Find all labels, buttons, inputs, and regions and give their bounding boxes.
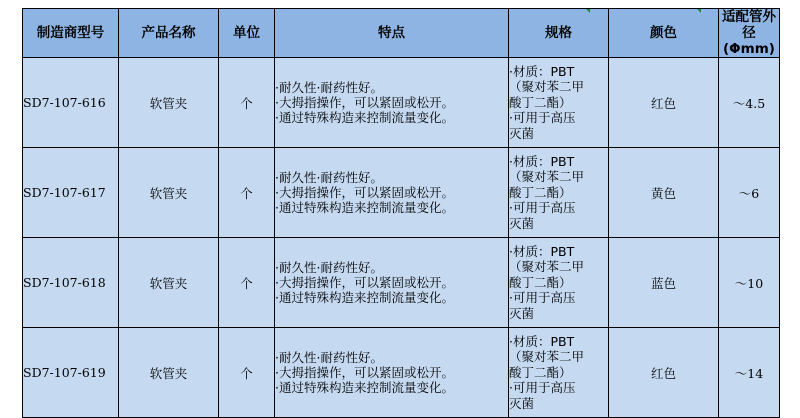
feature-line: ·耐久性·耐药性好。 (275, 80, 383, 95)
feature-line: ·大拇指操作，可以紧固或松开。 (275, 185, 454, 200)
feature-line: ·通过特殊构造来控制流量变化。 (275, 110, 454, 125)
header-spec: 规格 (509, 9, 609, 58)
header-features: 特点 (275, 9, 509, 58)
cell-code[interactable]: SD7-107-619 (23, 328, 119, 418)
spec-line: ·材质：PBT (509, 333, 575, 349)
cell-features[interactable] (275, 148, 509, 238)
cell-name[interactable]: 软管夹 (119, 58, 219, 148)
spec-line: （聚对苯二甲 (509, 79, 585, 95)
comment-marker-icon (586, 9, 590, 13)
spec-line: 灭菌 (509, 215, 535, 231)
table-row (23, 328, 780, 418)
spec-line: ·可用于高压 (509, 380, 576, 396)
spec-line: （聚对苯二甲 (509, 169, 585, 185)
spec-line: 灭菌 (509, 125, 535, 141)
cell-spec[interactable] (509, 58, 609, 148)
feature-line: ·大拇指操作，可以紧固或松开。 (275, 95, 454, 110)
spec-line: 酸丁二酯） (509, 364, 572, 380)
table-row (23, 58, 780, 148)
cell-spec[interactable] (509, 148, 609, 238)
cell-name[interactable]: 软管夹 (119, 238, 219, 328)
header-name: 产品名称 (119, 9, 219, 58)
feature-line: ·通过特殊构造来控制流量变化。 (275, 200, 454, 215)
header-unit: 单位 (219, 9, 275, 58)
cell-spec[interactable] (509, 328, 609, 418)
spec-line: 酸丁二酯） (509, 94, 572, 110)
spec-line: ·可用于高压 (509, 110, 576, 126)
feature-line: ·大拇指操作，可以紧固或松开。 (275, 275, 454, 290)
cell-fit[interactable]: ～10 (719, 238, 780, 328)
spec-line: ·材质：PBT (509, 243, 575, 259)
feature-line: ·通过特殊构造来控制流量变化。 (275, 290, 454, 305)
product-spec-table (22, 8, 780, 418)
feature-line: ·耐久性·耐药性好。 (275, 260, 383, 275)
feature-line: ·耐久性·耐药性好。 (275, 170, 383, 185)
cell-color[interactable]: 蓝色 (609, 238, 719, 328)
spec-line: ·材质：PBT (509, 63, 575, 79)
cell-spec[interactable] (509, 238, 609, 328)
header-code: 制造商型号 (23, 9, 119, 58)
cell-features[interactable] (275, 328, 509, 418)
spec-line: ·可用于高压 (509, 290, 576, 306)
table-row (23, 238, 780, 328)
feature-line: ·大拇指操作，可以紧固或松开。 (275, 365, 454, 380)
table-row (23, 148, 780, 238)
spec-line: （聚对苯二甲 (509, 259, 585, 275)
cell-code[interactable]: SD7-107-618 (23, 238, 119, 328)
cell-code[interactable]: SD7-107-616 (23, 58, 119, 148)
cell-code[interactable]: SD7-107-617 (23, 148, 119, 238)
cell-fit[interactable]: ～4.5 (719, 58, 780, 148)
cell-features[interactable] (275, 58, 509, 148)
spec-line: 酸丁二酯） (509, 184, 572, 200)
header-fit: 适配管外径(Φmm) (719, 9, 780, 58)
cell-unit[interactable]: 个 (219, 238, 275, 328)
feature-line: ·耐久性·耐药性好。 (275, 350, 383, 365)
feature-line: ·通过特殊构造来控制流量变化。 (275, 380, 454, 395)
comment-marker-icon (697, 9, 701, 13)
spec-line: 灭菌 (509, 395, 535, 411)
spec-line: ·材质：PBT (509, 153, 575, 169)
cell-features[interactable] (275, 238, 509, 328)
cell-color[interactable]: 红色 (609, 328, 719, 418)
spec-line: ·可用于高压 (509, 200, 576, 216)
cell-fit[interactable]: ～6 (719, 148, 780, 238)
cell-unit[interactable]: 个 (219, 148, 275, 238)
spec-line: （聚对苯二甲 (509, 349, 585, 365)
cell-name[interactable]: 软管夹 (119, 328, 219, 418)
cell-unit[interactable]: 个 (219, 328, 275, 418)
cell-name[interactable]: 软管夹 (119, 148, 219, 238)
cell-unit[interactable]: 个 (219, 58, 275, 148)
header-color: 颜色 (609, 9, 719, 58)
cell-fit[interactable]: ～14 (719, 328, 780, 418)
cell-color[interactable]: 红色 (609, 58, 719, 148)
spec-line: 酸丁二酯） (509, 274, 572, 290)
spec-line: 灭菌 (509, 305, 535, 321)
cell-color[interactable]: 黄色 (609, 148, 719, 238)
header-row (23, 9, 780, 58)
